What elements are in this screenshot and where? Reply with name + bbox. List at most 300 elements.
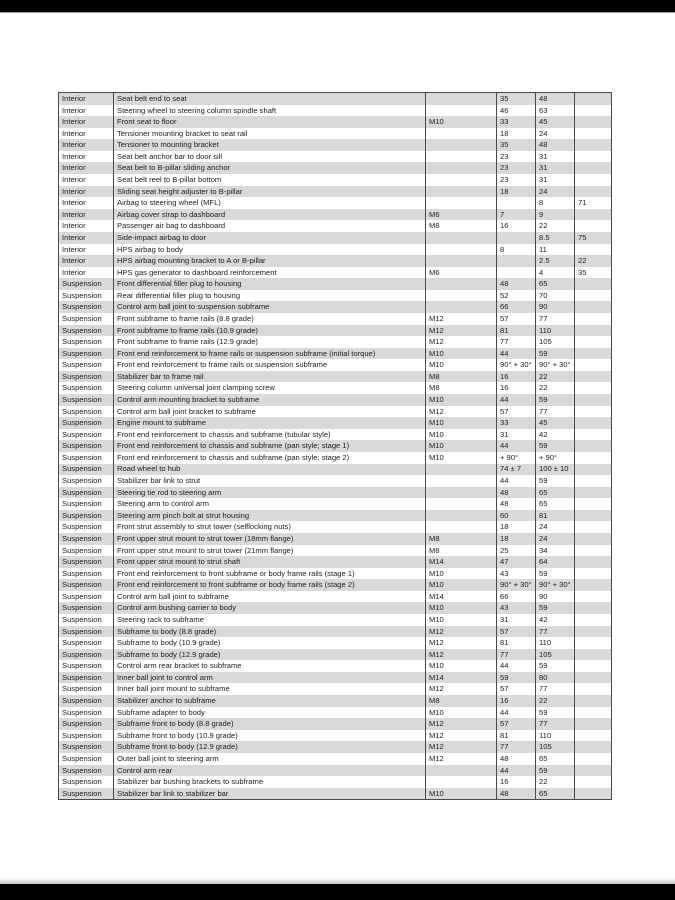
table-row [59, 128, 611, 140]
table-row [59, 788, 611, 800]
cell-category: Suspension [59, 278, 114, 290]
cell-description: HPS gas generator to dashboard reinforcement [114, 267, 426, 279]
table-row [59, 695, 611, 707]
cell-torque-value-2: 100 ± 10 [536, 464, 575, 476]
cell-torque-value-3 [575, 371, 611, 383]
cell-description: Stabilizer bar bushing brackets to subframe [114, 776, 426, 788]
cell-torque-value-2: 45 [536, 116, 575, 128]
cell-torque-value-1: 16 [497, 371, 536, 383]
cell-torque-value-3 [575, 521, 611, 533]
cell-torque-value-2: 22 [536, 695, 575, 707]
cell-description: Steering arm pinch bolt at strut housing [114, 510, 426, 522]
cell-thread-size [426, 301, 497, 313]
table-row [59, 718, 611, 730]
cell-thread-size: M10 [426, 660, 497, 672]
cell-torque-value-3 [575, 278, 611, 290]
table-row [59, 417, 611, 429]
cell-thread-size: M8 [426, 371, 497, 383]
cell-category: Suspension [59, 626, 114, 638]
table-row [59, 683, 611, 695]
cell-thread-size: M12 [426, 753, 497, 765]
cell-description: Steering arm to control arm [114, 498, 426, 510]
cell-description: Front end reinforcement to front subframe or body frame rails (stage 1) [114, 568, 426, 580]
cell-description: Inner ball joint to control arm [114, 672, 426, 684]
cell-thread-size: M12 [426, 325, 497, 337]
cell-torque-value-2: 105 [536, 649, 575, 661]
table-row [59, 348, 611, 360]
cell-torque-value-1: 48 [497, 278, 536, 290]
table-row [59, 278, 611, 290]
table-row [59, 475, 611, 487]
cell-torque-value-1: 31 [497, 614, 536, 626]
table-row [59, 139, 611, 151]
cell-torque-value-2: 22 [536, 220, 575, 232]
cell-description: Seat belt reel to B-pillar bottom [114, 174, 426, 186]
cell-thread-size [426, 197, 497, 209]
cell-torque-value-3 [575, 649, 611, 661]
cell-torque-value-2: 90 [536, 301, 575, 313]
cell-description: Front strut assembly to strut tower (selflocking nuts) [114, 521, 426, 533]
cell-torque-value-1: 90° + 30° [497, 359, 536, 371]
cell-thread-size [426, 510, 497, 522]
cell-thread-size: M10 [426, 788, 497, 800]
cell-torque-value-2: 24 [536, 186, 575, 198]
cell-thread-size: M6 [426, 267, 497, 279]
cell-torque-value-2: 90° + 30° [536, 579, 575, 591]
cell-torque-value-3 [575, 417, 611, 429]
cell-category: Suspension [59, 788, 114, 800]
table-row [59, 776, 611, 788]
table-row [59, 105, 611, 117]
cell-torque-value-1: 44 [497, 394, 536, 406]
cell-torque-value-1: 23 [497, 151, 536, 163]
cell-category: Suspension [59, 359, 114, 371]
cell-thread-size: M10 [426, 579, 497, 591]
cell-torque-value-3 [575, 487, 611, 499]
cell-torque-value-3 [575, 753, 611, 765]
cell-torque-value-3 [575, 93, 611, 105]
cell-thread-size [426, 498, 497, 510]
cell-torque-value-3 [575, 672, 611, 684]
table-row [59, 556, 611, 568]
cell-torque-value-3 [575, 313, 611, 325]
cell-torque-value-1: 60 [497, 510, 536, 522]
table-row [59, 244, 611, 256]
cell-description: Steering rack to subframe [114, 614, 426, 626]
cell-torque-value-2: 2.5 [536, 255, 575, 267]
cell-torque-value-1: 57 [497, 406, 536, 418]
cell-torque-value-1: 48 [497, 498, 536, 510]
cell-torque-value-3 [575, 128, 611, 140]
table-row [59, 301, 611, 313]
cell-description: Front subframe to frame rails (8.8 grade) [114, 313, 426, 325]
cell-thread-size: M14 [426, 591, 497, 603]
cell-torque-value-2: 65 [536, 788, 575, 800]
cell-torque-value-3 [575, 579, 611, 591]
cell-torque-value-3 [575, 464, 611, 476]
cell-torque-value-2: 48 [536, 139, 575, 151]
cell-torque-value-3 [575, 545, 611, 557]
cell-description: Subframe front to body (10.9 grade) [114, 730, 426, 742]
cell-category: Suspension [59, 649, 114, 661]
table-row [59, 741, 611, 753]
cell-thread-size [426, 521, 497, 533]
table-row [59, 382, 611, 394]
cell-category: Suspension [59, 602, 114, 614]
cell-description: Tensioner mounting bracket to seat rail [114, 128, 426, 140]
cell-torque-value-2: 77 [536, 313, 575, 325]
cell-torque-value-2: 59 [536, 348, 575, 360]
cell-thread-size: M14 [426, 556, 497, 568]
cell-torque-value-2: 110 [536, 325, 575, 337]
cell-thread-size [426, 278, 497, 290]
cell-category: Suspension [59, 464, 114, 476]
cell-torque-value-1: 44 [497, 765, 536, 777]
cell-description: Engine mount to subframe [114, 417, 426, 429]
cell-torque-value-2: 65 [536, 498, 575, 510]
cell-description: HPS airbag mounting bracket to A or B-pillar [114, 255, 426, 267]
cell-thread-size: M10 [426, 440, 497, 452]
cell-category: Suspension [59, 545, 114, 557]
cell-torque-value-3 [575, 336, 611, 348]
cell-thread-size: M12 [426, 406, 497, 418]
cell-thread-size [426, 244, 497, 256]
table-row [59, 533, 611, 545]
cell-torque-value-1: 66 [497, 301, 536, 313]
cell-torque-value-1: 74 ± 7 [497, 464, 536, 476]
cell-category: Suspension [59, 371, 114, 383]
cell-thread-size: M10 [426, 602, 497, 614]
cell-description: Front seat to floor [114, 116, 426, 128]
cell-description: Control arm rear bracket to subframe [114, 660, 426, 672]
cell-category: Interior [59, 209, 114, 221]
cell-torque-value-3 [575, 151, 611, 163]
table-row [59, 568, 611, 580]
cell-thread-size [426, 464, 497, 476]
cell-torque-value-3 [575, 683, 611, 695]
table-row [59, 209, 611, 221]
cell-thread-size: M10 [426, 452, 497, 464]
cell-torque-value-2: 42 [536, 614, 575, 626]
cell-description: Steering column universal joint clamping screw [114, 382, 426, 394]
table-row [59, 336, 611, 348]
cell-category: Interior [59, 255, 114, 267]
cell-category: Suspension [59, 313, 114, 325]
cell-category: Interior [59, 220, 114, 232]
cell-description: Control arm ball joint to suspension subframe [114, 301, 426, 313]
cell-description: Front end reinforcement to chassis and subframe (tubular style) [114, 429, 426, 441]
cell-category: Interior [59, 128, 114, 140]
table-row [59, 521, 611, 533]
cell-category: Suspension [59, 348, 114, 360]
cell-category: Suspension [59, 660, 114, 672]
cell-torque-value-3 [575, 139, 611, 151]
cell-category: Interior [59, 93, 114, 105]
cell-thread-size: M14 [426, 672, 497, 684]
cell-torque-value-2: 59 [536, 440, 575, 452]
cell-torque-value-2: 90° + 30° [536, 359, 575, 371]
cell-torque-value-1: 44 [497, 348, 536, 360]
cell-description: Tensioner to mounting bracket [114, 139, 426, 151]
cell-thread-size [426, 765, 497, 777]
cell-torque-value-3 [575, 765, 611, 777]
cell-thread-size [426, 255, 497, 267]
cell-description: Control arm ball joint bracket to subframe [114, 406, 426, 418]
cell-description: Stabilizer bar link to stabilizer bar [114, 788, 426, 800]
cell-thread-size [426, 186, 497, 198]
torque-table [58, 92, 612, 800]
cell-torque-value-1: 48 [497, 487, 536, 499]
cell-description: Outer ball joint to steering arm [114, 753, 426, 765]
cell-thread-size: M8 [426, 695, 497, 707]
cell-torque-value-3 [575, 741, 611, 753]
cell-torque-value-1: 35 [497, 139, 536, 151]
cell-torque-value-3 [575, 105, 611, 117]
cell-torque-value-1: 81 [497, 325, 536, 337]
cell-category: Interior [59, 197, 114, 209]
cell-torque-value-1: 77 [497, 741, 536, 753]
cell-torque-value-1 [497, 197, 536, 209]
cell-category: Suspension [59, 637, 114, 649]
cell-description: Airbag to steering wheel (MFL) [114, 197, 426, 209]
cell-description: Front end reinforcement to chassis and subframe (pan style; stage 1) [114, 440, 426, 452]
cell-torque-value-2: 31 [536, 174, 575, 186]
table-row [59, 371, 611, 383]
table-row [59, 707, 611, 719]
cell-description: Road wheel to hub [114, 464, 426, 476]
cell-thread-size [426, 139, 497, 151]
cell-torque-value-1: 16 [497, 776, 536, 788]
cell-torque-value-2: 77 [536, 718, 575, 730]
cell-torque-value-1: 23 [497, 174, 536, 186]
table-row [59, 765, 611, 777]
cell-torque-value-3 [575, 626, 611, 638]
table-row [59, 614, 611, 626]
cell-torque-value-3 [575, 637, 611, 649]
cell-category: Interior [59, 186, 114, 198]
cell-torque-value-1 [497, 232, 536, 244]
table-row [59, 753, 611, 765]
cell-torque-value-1: 66 [497, 591, 536, 603]
table-row [59, 197, 611, 209]
table-row [59, 672, 611, 684]
cell-description: Control arm bushing carrier to body [114, 602, 426, 614]
cell-torque-value-1: 47 [497, 556, 536, 568]
table-row [59, 429, 611, 441]
cell-torque-value-3 [575, 498, 611, 510]
cell-torque-value-3: 35 [578, 267, 587, 277]
cell-category: Interior [59, 116, 114, 128]
cell-torque-value-2: 24 [536, 128, 575, 140]
cell-torque-value-1: 33 [497, 116, 536, 128]
table-row [59, 626, 611, 638]
cell-torque-value-2: 59 [536, 707, 575, 719]
cell-thread-size: M12 [426, 649, 497, 661]
cell-description: Stabilizer bar link to strut [114, 475, 426, 487]
cell-torque-value-1: 48 [497, 753, 536, 765]
cell-category: Suspension [59, 440, 114, 452]
cell-torque-value-1: 48 [497, 788, 536, 800]
cell-torque-value-2: 70 [536, 290, 575, 302]
table-row [59, 313, 611, 325]
cell-thread-size: M10 [426, 707, 497, 719]
table-row [59, 162, 611, 174]
cell-torque-value-2: 22 [536, 776, 575, 788]
cell-torque-value-3 [575, 301, 611, 313]
cell-description: Subframe to body (12.9 grade) [114, 649, 426, 661]
cell-torque-value-2: + 90° [536, 452, 575, 464]
cell-thread-size [426, 105, 497, 117]
cell-torque-value-2: 77 [536, 626, 575, 638]
cell-category: Interior [59, 267, 114, 279]
cell-torque-value-2: 24 [536, 533, 575, 545]
cell-torque-value-3 [575, 591, 611, 603]
cell-category: Suspension [59, 452, 114, 464]
cell-torque-value-2: 90 [536, 591, 575, 603]
cell-category: Suspension [59, 325, 114, 337]
cell-category: Interior [59, 162, 114, 174]
cell-torque-value-1: 35 [497, 93, 536, 105]
cell-description: Rear differential filler plug to housing [114, 290, 426, 302]
cell-torque-value-1: 81 [497, 637, 536, 649]
cell-description: Control arm mounting bracket to subframe [114, 394, 426, 406]
cell-description: Subframe front to body (12.9 grade) [114, 741, 426, 753]
cell-torque-value-2: 59 [536, 660, 575, 672]
cell-torque-value-1: 44 [497, 660, 536, 672]
bottom-letterbox-bar [0, 884, 675, 900]
table-row [59, 359, 611, 371]
cell-category: Suspension [59, 510, 114, 522]
cell-category: Interior [59, 244, 114, 256]
cell-torque-value-1: 18 [497, 521, 536, 533]
cell-description: Subframe to body (8.8 grade) [114, 626, 426, 638]
cell-category: Suspension [59, 765, 114, 777]
cell-thread-size: M10 [426, 568, 497, 580]
cell-torque-value-1: 44 [497, 707, 536, 719]
cell-description: Side-impact airbag to door [114, 232, 426, 244]
cell-description: Subframe to body (10.9 grade) [114, 637, 426, 649]
table-row [59, 649, 611, 661]
cell-torque-value-1: 59 [497, 672, 536, 684]
cell-description: Stabilizer bar to frame rail [114, 371, 426, 383]
cell-thread-size: M10 [426, 417, 497, 429]
cell-thread-size [426, 93, 497, 105]
cell-description: Control arm ball joint to subframe [114, 591, 426, 603]
cell-description: Front subframe to frame rails (12.9 grade) [114, 336, 426, 348]
cell-description: Front end reinforcement to frame rails or suspension subframe (initial torque) [114, 348, 426, 360]
table-row [59, 186, 611, 198]
cell-thread-size: M12 [426, 336, 497, 348]
cell-torque-value-1: 77 [497, 336, 536, 348]
cell-torque-value-1: 23 [497, 162, 536, 174]
cell-thread-size [426, 162, 497, 174]
cell-thread-size [426, 475, 497, 487]
cell-torque-value-3 [575, 348, 611, 360]
cell-category: Suspension [59, 336, 114, 348]
cell-category: Suspension [59, 568, 114, 580]
cell-torque-value-1: 25 [497, 545, 536, 557]
table-row [59, 232, 611, 244]
cell-description: Seat belt to B-pillar sliding anchor [114, 162, 426, 174]
cell-torque-value-1: 57 [497, 718, 536, 730]
table-row [59, 660, 611, 672]
cell-category: Interior [59, 232, 114, 244]
cell-description: Sliding seat height adjuster to B-pillar [114, 186, 426, 198]
cell-torque-value-2: 45 [536, 417, 575, 429]
cell-torque-value-1: 57 [497, 313, 536, 325]
cell-thread-size: M12 [426, 683, 497, 695]
cell-torque-value-1: 57 [497, 626, 536, 638]
table-row [59, 579, 611, 591]
cell-category: Suspension [59, 487, 114, 499]
table-row [59, 730, 611, 742]
cell-torque-value-3 [575, 382, 611, 394]
cell-torque-value-2: 105 [536, 336, 575, 348]
cell-category: Suspension [59, 429, 114, 441]
cell-torque-value-1: 33 [497, 417, 536, 429]
cell-torque-value-2: 105 [536, 741, 575, 753]
cell-torque-value-3 [575, 533, 611, 545]
cell-torque-value-3: 22 [578, 256, 587, 266]
cell-thread-size: M10 [426, 116, 497, 128]
table-row [59, 498, 611, 510]
cell-torque-value-2: 22 [536, 371, 575, 383]
cell-torque-value-1: 18 [497, 128, 536, 140]
cell-torque-value-3 [575, 440, 611, 452]
cell-torque-value-3 [575, 290, 611, 302]
cell-category: Suspension [59, 614, 114, 626]
cell-category: Suspension [59, 591, 114, 603]
cell-torque-value-2: 59 [536, 765, 575, 777]
cell-description: Front differential filler plug to housing [114, 278, 426, 290]
cell-torque-value-3 [575, 429, 611, 441]
cell-category: Suspension [59, 753, 114, 765]
table-row [59, 151, 611, 163]
cell-torque-value-2: 22 [536, 382, 575, 394]
cell-torque-value-3 [575, 730, 611, 742]
cell-category: Suspension [59, 579, 114, 591]
cell-description: Control arm rear [114, 765, 426, 777]
cell-torque-value-3 [575, 556, 611, 568]
cell-torque-value-3 [575, 695, 611, 707]
cell-torque-value-1: 43 [497, 568, 536, 580]
table-row [59, 545, 611, 557]
cell-torque-value-2: 42 [536, 429, 575, 441]
cell-torque-value-2: 64 [536, 556, 575, 568]
cell-torque-value-1: + 90° [497, 452, 536, 464]
cell-torque-value-1: 7 [497, 209, 536, 221]
cell-torque-value-2: 63 [536, 105, 575, 117]
cell-category: Suspension [59, 718, 114, 730]
cell-torque-value-1: 16 [497, 220, 536, 232]
cell-torque-value-2: 59 [536, 475, 575, 487]
cell-torque-value-2: 4 [536, 267, 575, 279]
cell-description: Inner ball joint mount to subframe [114, 683, 426, 695]
cell-torque-value-1: 52 [497, 290, 536, 302]
cell-category: Suspension [59, 707, 114, 719]
cell-thread-size: M12 [426, 637, 497, 649]
cell-thread-size: M12 [426, 741, 497, 753]
cell-category: Suspension [59, 521, 114, 533]
cell-torque-value-3 [575, 602, 611, 614]
table-row [59, 267, 611, 279]
cell-category: Suspension [59, 683, 114, 695]
cell-category: Suspension [59, 475, 114, 487]
cell-description: Seat belt anchor bar to door sill [114, 151, 426, 163]
cell-torque-value-3: 75 [578, 232, 587, 242]
cell-thread-size: M10 [426, 614, 497, 626]
cell-description: Front end reinforcement to chassis and subframe (pan style; stage 2) [114, 452, 426, 464]
